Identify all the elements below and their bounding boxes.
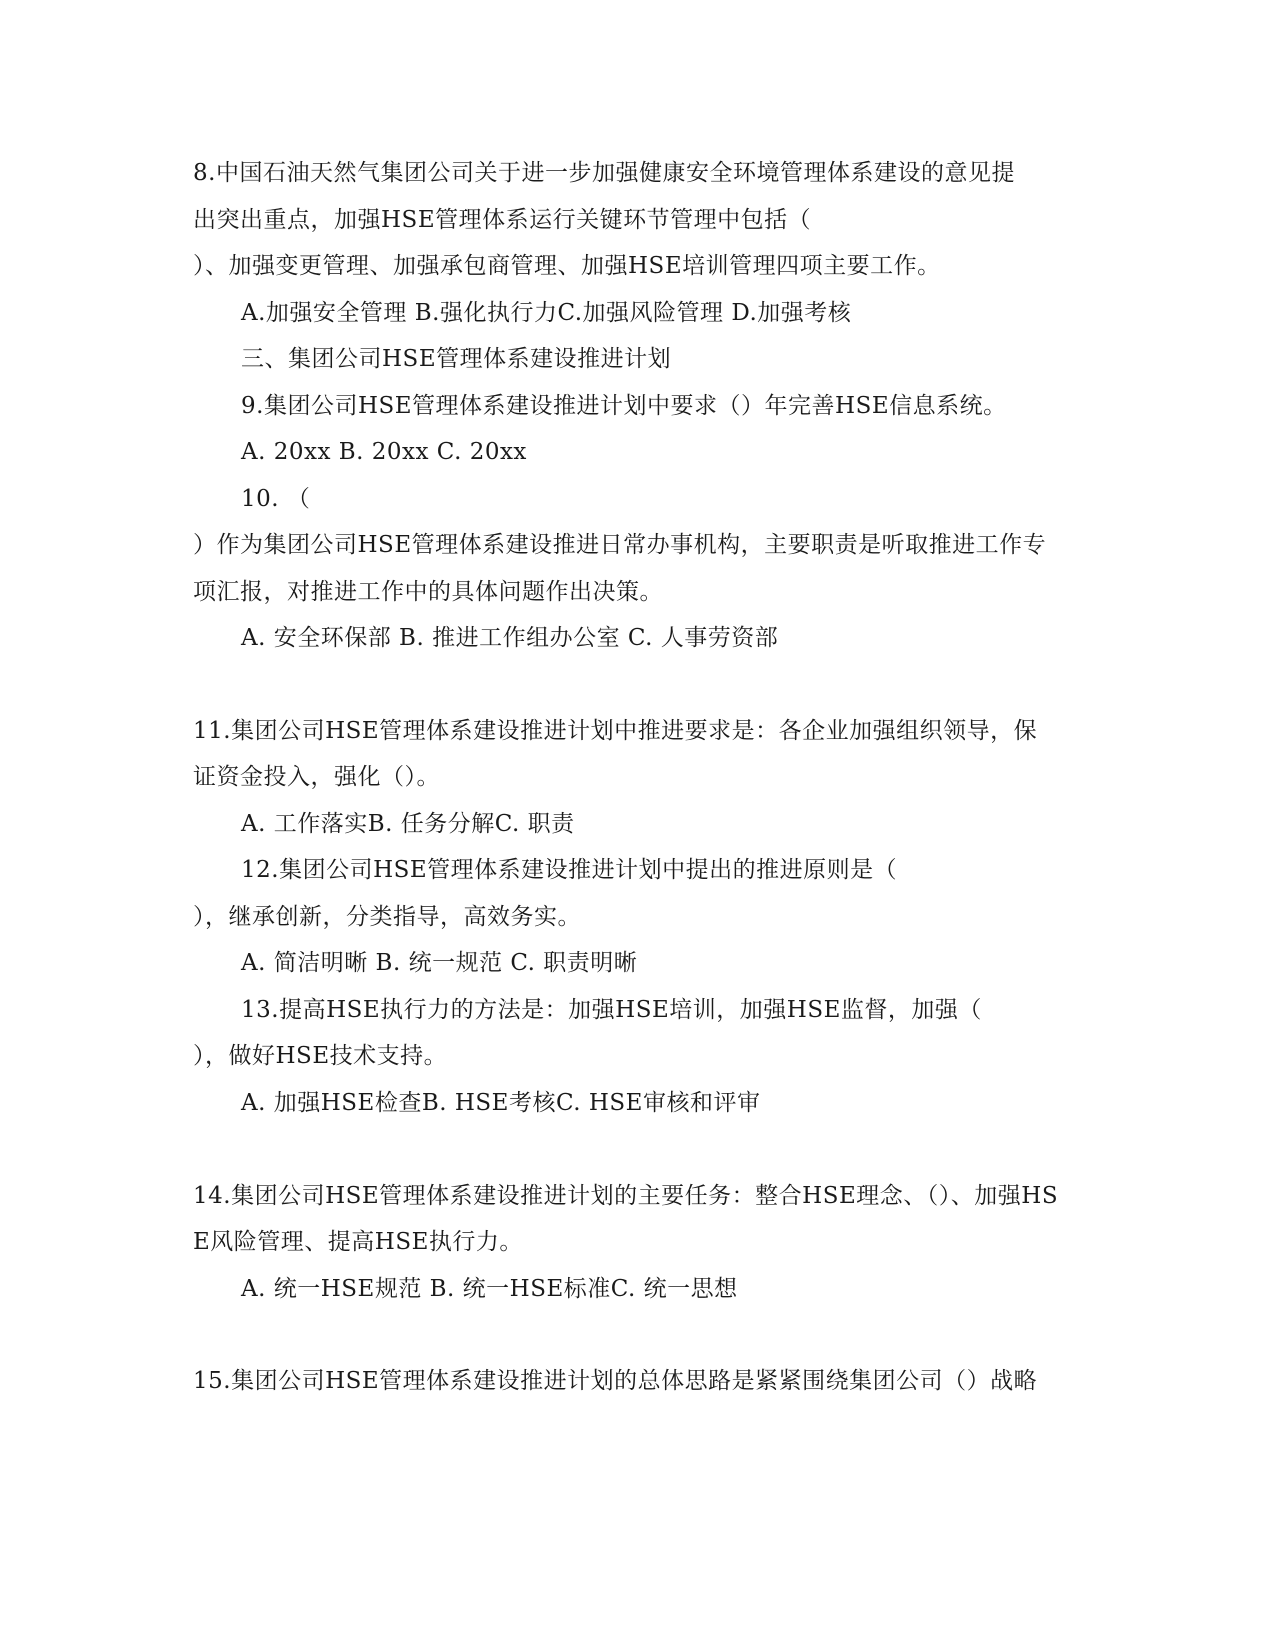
question-14-line-2: E风险管理、提高HSE执行力。 (193, 1229, 523, 1255)
section-heading: 三、集团公司HSE管理体系建设推进计划 (241, 346, 672, 372)
question-9-text: 9.集团公司HSE管理体系建设推进计划中要求（）年完善HSE信息系统。 (241, 393, 1007, 419)
question-10-line-3: 项汇报，对推进工作中的具体问题作出决策。 (193, 579, 663, 605)
question-12-line-1: 12.集团公司HSE管理体系建设推进计划中提出的推进原则是（ (241, 857, 898, 883)
question-15-line-1: 15.集团公司HSE管理体系建设推进计划的总体思路是紧紧围绕集团公司（）战略 (193, 1368, 1038, 1394)
question-9-options: A. 20xx B. 20xx C. 20xx (241, 439, 527, 465)
question-8-line-1: 8.中国石油天然气集团公司关于进一步加强健康安全环境管理体系建设的意见提 (193, 160, 1015, 186)
question-8-line-2: 出突出重点，加强HSE管理体系运行关键环节管理中包括（ (193, 207, 812, 233)
question-11-line-1: 11.集团公司HSE管理体系建设推进计划中推进要求是：各企业加强组织领导，保 (193, 718, 1038, 744)
question-12-line-2: ），继承创新，分类指导，高效务实。 (193, 904, 581, 930)
question-11-line-2: 证资金投入，强化（）。 (193, 764, 440, 790)
question-14-options: A. 统一HSE规范 B. 统一HSE标准C. 统一思想 (241, 1276, 738, 1302)
question-10-options: A. 安全环保部 B. 推进工作组办公室 C. 人事劳资部 (241, 625, 779, 651)
question-10-line-2: ）作为集团公司HSE管理体系建设推进日常办事机构，主要职责是听取推进工作专 (193, 532, 1047, 558)
question-8-line-3: ）、加强变更管理、加强承包商管理、加强HSE培训管理四项主要工作。 (193, 253, 941, 279)
question-13-options: A. 加强HSE检查B. HSE考核C. HSE审核和评审 (241, 1090, 761, 1116)
question-8-options: A.加强安全管理 B.强化执行力C.加强风险管理 D.加强考核 (241, 300, 852, 326)
question-14-line-1: 14.集团公司HSE管理体系建设推进计划的主要任务：整合HSE理念、（）、加强HS (193, 1183, 1059, 1209)
question-13-line-2: ），做好HSE技术支持。 (193, 1043, 448, 1069)
question-10-line-1: 10. （ (241, 486, 311, 512)
question-12-options: A. 简洁明晰 B. 统一规范 C. 职责明晰 (241, 950, 638, 976)
question-11-options: A. 工作落实B. 任务分解C. 职责 (241, 811, 575, 837)
question-13-line-1: 13.提高HSE执行力的方法是：加强HSE培训，加强HSE监督，加强（ (241, 997, 982, 1023)
